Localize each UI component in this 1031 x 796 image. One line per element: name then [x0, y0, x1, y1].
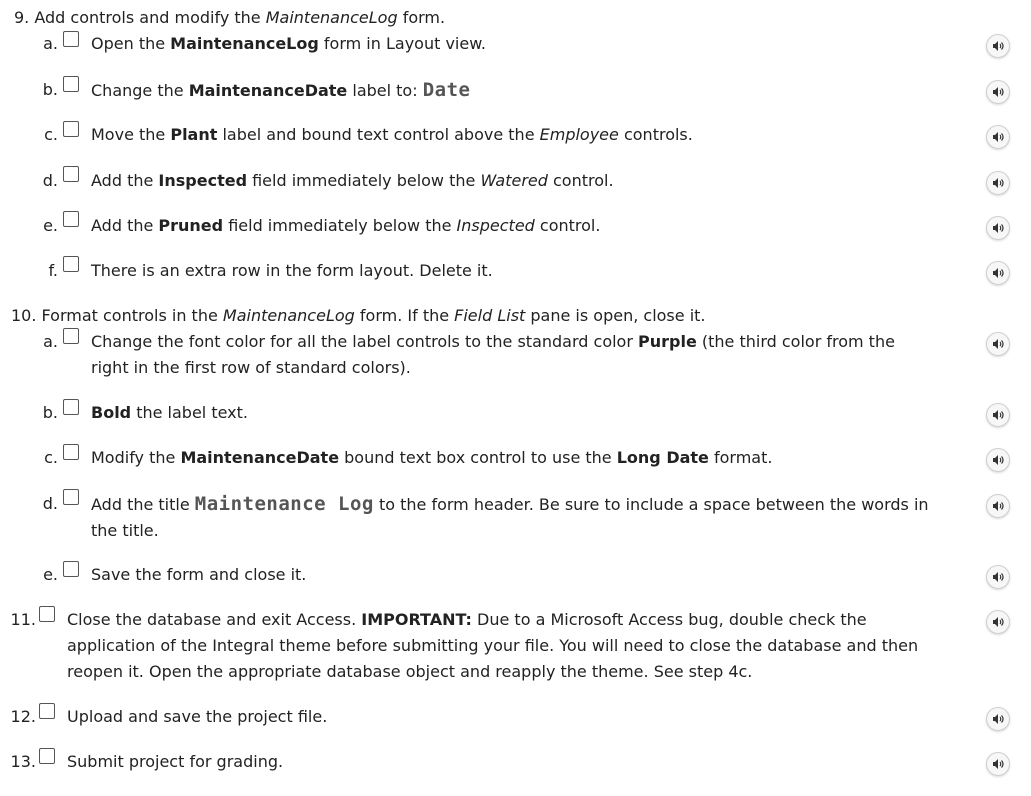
- step-10c-checkbox[interactable]: [63, 444, 79, 460]
- speaker-icon: [992, 758, 1004, 770]
- speaker-icon: [992, 338, 1004, 350]
- step-9b-text: Change the MaintenanceDate label to: Date: [91, 79, 471, 101]
- step-13-audio-button[interactable]: [986, 752, 1010, 776]
- step-10-heading: 10. Format controls in the MaintenanceLog form. If the Field List pane is open, close it.: [11, 306, 706, 325]
- step-12-checkbox[interactable]: [39, 703, 55, 719]
- speaker-icon: [992, 40, 1004, 52]
- step-10a-audio-button[interactable]: [986, 332, 1010, 356]
- step-12-text: Upload and save the project file.: [67, 707, 328, 726]
- step-10e-label: e.: [43, 565, 58, 584]
- step-9d-text: Add the Inspected field immediately below the Watered control.: [91, 171, 614, 190]
- step-9c-label: c.: [44, 125, 58, 144]
- step-9f-checkbox[interactable]: [63, 256, 79, 272]
- step-9c-text: Move the Plant label and bound text control above the Employee controls.: [91, 125, 693, 144]
- step-10c-audio-button[interactable]: [986, 448, 1010, 472]
- speaker-icon: [992, 409, 1004, 421]
- speaker-icon: [992, 86, 1004, 98]
- step-9-heading: 9. Add controls and modify the MaintenanceLog form.: [14, 8, 446, 27]
- step-9e-audio-button[interactable]: [986, 216, 1010, 240]
- speaker-icon: [992, 454, 1004, 466]
- speaker-icon: [992, 571, 1004, 583]
- step-9f-text: There is an extra row in the form layout. Delete it.: [91, 261, 493, 280]
- step-9b-checkbox[interactable]: [63, 76, 79, 92]
- step-10b-label: b.: [42, 403, 58, 422]
- step-10d-audio-button[interactable]: [986, 494, 1010, 518]
- step-11-label: 11.: [10, 610, 36, 629]
- step-10b-audio-button[interactable]: [986, 403, 1010, 427]
- step-12-audio-button[interactable]: [986, 707, 1010, 731]
- step-10c-text: Modify the MaintenanceDate bound text box control to use the Long Date format.: [91, 448, 773, 467]
- step-10e-audio-button[interactable]: [986, 565, 1010, 589]
- step-10a-text: Change the font color for all the label controls to the standard color Purple (the third color from the right in the first row of standard colors).: [91, 332, 895, 377]
- step-11-audio-button[interactable]: [986, 610, 1010, 634]
- step-9c-checkbox[interactable]: [63, 121, 79, 137]
- speaker-icon: [992, 267, 1004, 279]
- step-12-label: 12.: [10, 707, 36, 726]
- speaker-icon: [992, 500, 1004, 512]
- step-13-checkbox[interactable]: [39, 748, 55, 764]
- step-10d-text: Add the title Maintenance Log to the form header. Be sure to include a space between the words in the title.: [91, 493, 929, 540]
- speaker-icon: [992, 222, 1004, 234]
- speaker-icon: [992, 713, 1004, 725]
- step-10d-checkbox[interactable]: [63, 489, 79, 505]
- step-9f-audio-button[interactable]: [986, 261, 1010, 285]
- step-9e-checkbox[interactable]: [63, 211, 79, 227]
- speaker-icon: [992, 131, 1004, 143]
- step-10e-checkbox[interactable]: [63, 561, 79, 577]
- step-9a-text: Open the MaintenanceLog form in Layout view.: [91, 34, 486, 53]
- step-9f-label: f.: [48, 261, 58, 280]
- step-11-checkbox[interactable]: [39, 606, 55, 622]
- step-9a-audio-button[interactable]: [986, 34, 1010, 58]
- speaker-icon: [992, 177, 1004, 189]
- step-9e-text: Add the Pruned field immediately below the Inspected control.: [91, 216, 601, 235]
- step-9c-audio-button[interactable]: [986, 125, 1010, 149]
- step-10d-label: d.: [42, 494, 58, 513]
- step-10a-checkbox[interactable]: [63, 328, 79, 344]
- step-9d-audio-button[interactable]: [986, 171, 1010, 195]
- step-9a-checkbox[interactable]: [63, 31, 79, 47]
- step-10c-label: c.: [44, 448, 58, 467]
- step-9a-label: a.: [43, 34, 58, 53]
- step-9e-label: e.: [43, 216, 58, 235]
- step-9b-label: b.: [42, 80, 58, 99]
- step-13-label: 13.: [10, 752, 36, 771]
- step-9d-checkbox[interactable]: [63, 166, 79, 182]
- step-10b-checkbox[interactable]: [63, 399, 79, 415]
- step-10e-text: Save the form and close it.: [91, 565, 307, 584]
- step-13-text: Submit project for grading.: [67, 752, 284, 771]
- step-9b-audio-button[interactable]: [986, 80, 1010, 104]
- step-10b-text: Bold the label text.: [91, 403, 248, 422]
- step-10a-label: a.: [43, 332, 58, 351]
- speaker-icon: [992, 616, 1004, 628]
- step-11-text: Close the database and exit Access. IMPORTANT: Due to a Microsoft Access bug, double check the application of the Integral theme before submitting your file. You will need to close the database and then reopen it. Open the appropriate database object and reapply the theme. See step 4c.: [67, 610, 919, 681]
- step-9d-label: d.: [42, 171, 58, 190]
